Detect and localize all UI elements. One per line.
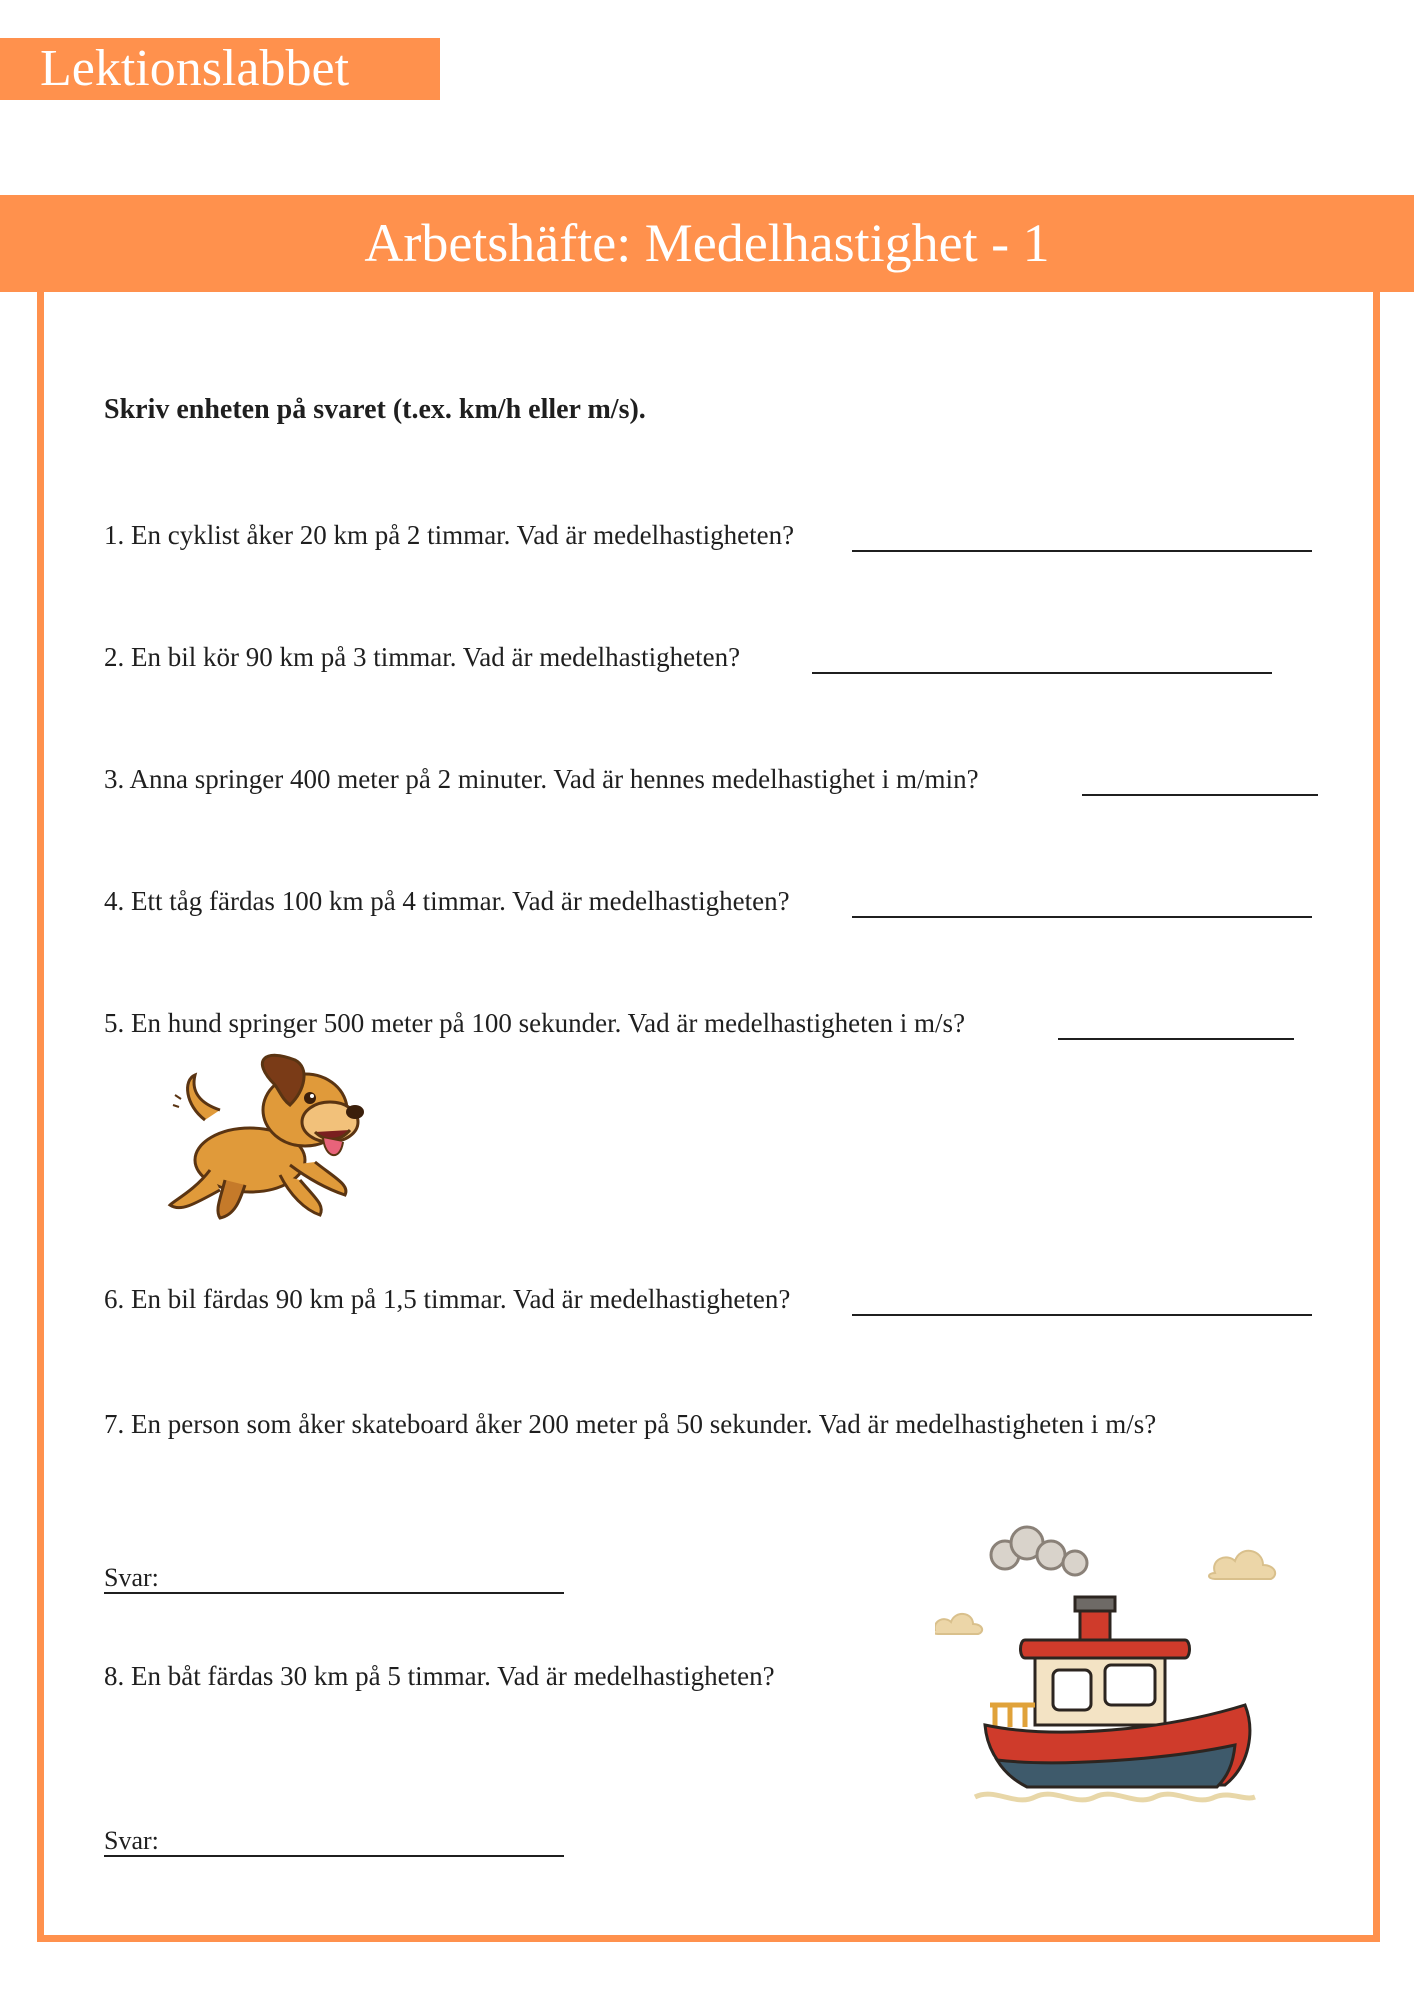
instruction-text: Skriv enheten på svaret (t.ex. km/h eller m/s). [104, 394, 646, 425]
answer-line-1[interactable] [852, 550, 1312, 552]
steam-boat-illustration [935, 1515, 1305, 1835]
answer-line-3[interactable] [1082, 794, 1318, 796]
answer-line-5[interactable] [1058, 1038, 1294, 1040]
question-2: 2. En bil kör 90 km på 3 timmar. Vad är medelhastigheten? [104, 642, 741, 672]
answer-line-2[interactable] [812, 672, 1272, 674]
answer-line-8[interactable] [104, 1855, 564, 1857]
answer-line-6[interactable] [852, 1314, 1312, 1316]
question-7: 7. En person som åker skateboard åker 200 meter på 50 sekunder. Vad är medelhastigheten i m/s? [104, 1409, 1157, 1439]
question-3: 3. Anna springer 400 meter på 2 minuter. Vad är hennes medelhastighet i m/min? [104, 764, 979, 794]
answer-label-8: Svar: [104, 1826, 159, 1855]
running-dog-illustration [165, 1050, 390, 1240]
question-6: 6. En bil färdas 90 km på 1,5 timmar. Vad är medelhastigheten? [104, 1284, 791, 1314]
question-1: 1. En cyklist åker 20 km på 2 timmar. Vad är medelhastigheten? [104, 520, 795, 550]
question-8: 8. En båt färdas 30 km på 5 timmar. Vad är medelhastigheten? [104, 1661, 775, 1691]
question-4: 4. Ett tåg färdas 100 km på 4 timmar. Vad är medelhastigheten? [104, 886, 790, 916]
answer-line-7[interactable] [104, 1592, 564, 1594]
brand-label: Lektionslabbet [0, 38, 440, 100]
question-5: 5. En hund springer 500 meter på 100 sekunder. Vad är medelhastigheten i m/s? [104, 1008, 966, 1038]
answer-label-7: Svar: [104, 1563, 159, 1592]
page-title: Arbetshäfte: Medelhastighet - 1 [0, 195, 1414, 292]
answer-line-4[interactable] [852, 916, 1312, 918]
